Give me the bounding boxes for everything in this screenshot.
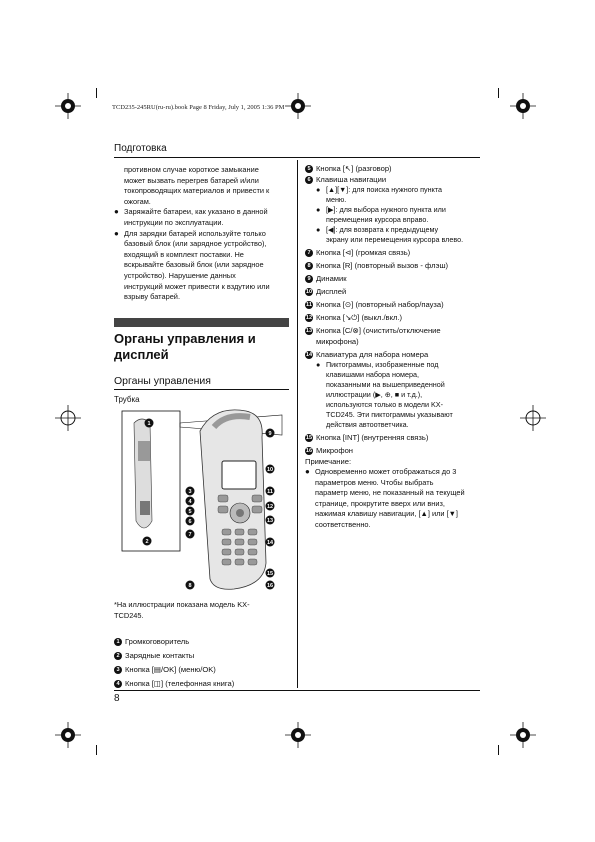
item-text: Клавиша навигации xyxy=(316,175,387,184)
parts-list-item xyxy=(114,678,294,689)
figure-heading: Трубка xyxy=(114,395,140,404)
item-number: 13 xyxy=(305,327,313,334)
parts-list-item xyxy=(305,247,483,258)
bullet-dot: ● xyxy=(316,225,321,234)
item-text: Дисплей xyxy=(316,287,347,296)
parts-list-item xyxy=(305,432,483,443)
callout-label: 10 xyxy=(266,467,274,473)
sub-bullet xyxy=(305,225,483,245)
text-line: TCD245. Эти пиктограммы указывают xyxy=(326,410,453,419)
registration-mark-right-middle xyxy=(520,405,546,431)
parts-list-item xyxy=(305,325,483,347)
handset-illustration xyxy=(114,403,294,595)
crop-mark xyxy=(96,745,97,755)
text-line: параметр меню, не показанный на текущей xyxy=(315,488,465,498)
navigation-key-center xyxy=(236,509,244,517)
left-column-text xyxy=(114,165,289,303)
section-heading xyxy=(114,331,289,363)
text-line: TCD245. xyxy=(114,610,144,620)
text-line: клавишами набора номера, xyxy=(326,370,419,379)
callout-label: 13 xyxy=(266,518,274,524)
parts-list-item xyxy=(114,636,294,647)
text-line: перемещения курсора вправо. xyxy=(326,215,429,224)
parts-list-item xyxy=(305,349,483,360)
registration-mark-top-right xyxy=(510,93,536,119)
parts-list-item xyxy=(305,174,483,185)
callout-label: 4 xyxy=(188,499,192,505)
text-line: ожогам. xyxy=(124,196,151,206)
figure-footnote xyxy=(114,600,289,621)
parts-list-item xyxy=(305,445,483,456)
parts-list-item xyxy=(305,163,483,174)
item-number: 3 xyxy=(114,666,122,674)
item-number: 5 xyxy=(305,165,313,173)
item-number: 7 xyxy=(305,249,313,257)
parts-list-item xyxy=(114,664,294,675)
callout-label: 6 xyxy=(188,519,192,525)
text-line: параметров меню. Чтобы выбрать xyxy=(315,477,434,487)
crop-mark xyxy=(498,745,499,755)
parts-list-item xyxy=(305,260,483,271)
text-line: используются только в модели KX- xyxy=(326,400,443,409)
item-number: 16 xyxy=(305,447,313,454)
bullet-dot: ● xyxy=(114,228,119,238)
callout-label: 16 xyxy=(266,583,274,589)
text-line: [▲][▼]: для поиска нужного пункта xyxy=(326,185,443,194)
text-line: меню. xyxy=(326,195,347,204)
callout-3 xyxy=(186,487,195,496)
callout-14 xyxy=(266,538,275,547)
note-bullet xyxy=(305,467,483,531)
callout-1 xyxy=(145,419,154,428)
page-number: 8 xyxy=(114,693,120,704)
text-line: показанными на вышеприведенной xyxy=(326,380,445,389)
text-line: может вызвать перегрев батарей и/или xyxy=(124,175,259,185)
parts-list-item xyxy=(305,286,483,297)
text-line: базовый блок (или зарядное устройство), xyxy=(124,239,267,249)
text-line: странице, прокрутите вверх или вниз, xyxy=(315,498,445,508)
item-number: 2 xyxy=(114,652,122,660)
text-line: соответственно. xyxy=(315,519,371,529)
text-line: инструкции по эксплуатации. xyxy=(124,217,224,227)
intro-paragraph xyxy=(114,165,289,207)
crop-mark xyxy=(498,88,499,98)
callout-label: 15 xyxy=(266,571,274,577)
text-line: Пиктограммы, изображенные под xyxy=(326,360,439,369)
item-number: 1 xyxy=(114,638,122,646)
callout-label: 1 xyxy=(147,421,151,427)
text-line: Для зарядки батарей используйте только xyxy=(124,228,266,238)
item-number: 6 xyxy=(305,176,313,184)
text-line: взрыву батарей. xyxy=(124,292,180,302)
callout-2 xyxy=(143,537,152,546)
registration-mark-top-left xyxy=(55,93,81,119)
item-number: 10 xyxy=(305,288,313,295)
item-text: Кнопка [⊲] (громкая связь) xyxy=(316,248,411,257)
bullet-dot: ● xyxy=(114,207,119,217)
registration-mark-bottom-right xyxy=(510,722,536,748)
callout-label: 14 xyxy=(266,540,274,546)
bullet-item xyxy=(114,229,289,303)
callout-7 xyxy=(186,530,195,539)
callout-label: 3 xyxy=(188,489,192,495)
registration-mark-bottom-center xyxy=(285,722,311,748)
item-text: Громкоговоритель xyxy=(125,637,190,646)
callout-label: 12 xyxy=(266,504,274,510)
callout-label: 7 xyxy=(188,532,192,538)
callout-8 xyxy=(186,581,195,590)
text-line: [◀]: для возврата к предыдущему xyxy=(326,225,439,234)
callout-15 xyxy=(266,569,275,578)
callout-label: 9 xyxy=(268,431,272,437)
heading-line: Органы управления и xyxy=(114,331,256,346)
item-text: Кнопка [◫] (телефонная книга) xyxy=(125,679,235,688)
item-number: 8 xyxy=(305,262,313,270)
subsection-rule xyxy=(114,389,289,390)
callout-11 xyxy=(266,487,275,496)
crop-mark xyxy=(96,88,97,98)
parts-list-right xyxy=(305,163,483,531)
callout-label: 5 xyxy=(188,509,192,515)
parts-list-item xyxy=(305,312,483,323)
parts-list-item xyxy=(305,299,483,310)
section-heading-bar xyxy=(114,318,289,327)
book-slug-line: TCD235-245RU(ru-ru).book Page 8 Friday, July 1, 2005 1:36 PM xyxy=(112,104,285,111)
text-line: устройство). Нарушение данных xyxy=(124,270,236,280)
text-line: [▶]: для выбора нужного пункта или xyxy=(326,205,446,214)
footer-rule xyxy=(114,690,480,691)
item-text: Зарядные контакты xyxy=(125,651,195,660)
callout-label: 2 xyxy=(145,539,149,545)
display-screen xyxy=(222,461,256,489)
text-line: Одновременно может отображаться до 3 xyxy=(315,467,457,476)
bullet-dot: ● xyxy=(316,205,321,214)
sub-bullet xyxy=(305,205,483,225)
column-divider xyxy=(297,160,298,688)
bullet-dot: ● xyxy=(305,467,310,476)
item-number: 12 xyxy=(305,314,313,321)
text-line: *На иллюстрации показана модель KX- xyxy=(114,600,250,609)
callout-16 xyxy=(266,581,275,590)
text-line: вскрывайте базовый блок (или зарядное xyxy=(124,260,264,270)
speaker-grille xyxy=(138,441,150,461)
bullet-dot: ● xyxy=(316,360,321,369)
item-text: Микрофон xyxy=(316,446,354,455)
registration-mark-top-center xyxy=(285,93,311,119)
item-text: Кнопка [INT] (внутренняя связь) xyxy=(316,433,429,442)
parts-list-item xyxy=(305,273,483,284)
text-line: микрофона) xyxy=(316,337,359,346)
registration-mark-bottom-left xyxy=(55,722,81,748)
callout-6 xyxy=(186,517,195,526)
note-label: Примечание: xyxy=(305,457,352,466)
callout-10 xyxy=(266,465,275,474)
item-text: Динамик xyxy=(316,274,347,283)
registration-mark-left-middle xyxy=(55,405,81,431)
callout-5 xyxy=(186,507,195,516)
item-number: 9 xyxy=(305,275,313,283)
parts-list-item xyxy=(114,650,294,661)
parts-list-left xyxy=(114,636,294,689)
text-line: действия автоответчика. xyxy=(326,420,409,429)
item-number: 15 xyxy=(305,434,313,441)
item-number: 4 xyxy=(114,680,122,688)
text-line: Кнопка [C/⊗] (очистить/отключение xyxy=(316,326,441,335)
item-text: Кнопка [↖] (разговор) xyxy=(316,164,392,173)
text-line: Заряжайте батареи, как указано в данной xyxy=(124,207,268,217)
header-rule xyxy=(114,157,480,158)
bullet-item xyxy=(114,207,289,228)
item-text: Кнопка [↘⏻] (выкл./вкл.) xyxy=(316,313,403,322)
text-line: противном случае короткое замыкание xyxy=(124,165,259,174)
text-line: иллюстрации (▶, ⊕, ■ и т.д.), xyxy=(326,390,423,399)
subsection-heading: Органы управления xyxy=(114,375,211,387)
heading-line: дисплей xyxy=(114,347,169,362)
text-line: инструкций может привести к вздутию или xyxy=(124,281,270,291)
item-text: Клавиатура для набора номера xyxy=(316,350,429,359)
item-number: 14 xyxy=(305,351,313,358)
callout-9 xyxy=(266,429,275,438)
running-header: Подготовка xyxy=(114,143,167,154)
callout-4 xyxy=(186,497,195,506)
item-text: Кнопка [⊙] (повторный набор/пауза) xyxy=(316,300,444,309)
sub-bullet xyxy=(305,360,483,430)
text-line: входящий в комплект поставки. Не xyxy=(124,249,244,259)
item-text: Кнопка [▤/OK] (меню/OK) xyxy=(125,665,216,674)
item-text: Кнопка [R] (повторный вызов - флэш) xyxy=(316,261,449,270)
callout-label: 8 xyxy=(188,583,192,589)
text-line: нажимая клавишу навигации, [▲] или [▼] xyxy=(315,509,458,519)
item-number: 11 xyxy=(306,301,312,308)
callout-13 xyxy=(266,516,275,525)
text-line: токопроводящих материалов и привести к xyxy=(124,186,270,196)
text-line: экрану или перемещения курсора влево. xyxy=(326,235,464,244)
callout-12 xyxy=(266,502,275,511)
sub-bullet xyxy=(305,185,483,205)
charge-contacts xyxy=(140,501,150,515)
callout-label: 11 xyxy=(267,489,273,495)
bullet-dot: ● xyxy=(316,185,321,194)
